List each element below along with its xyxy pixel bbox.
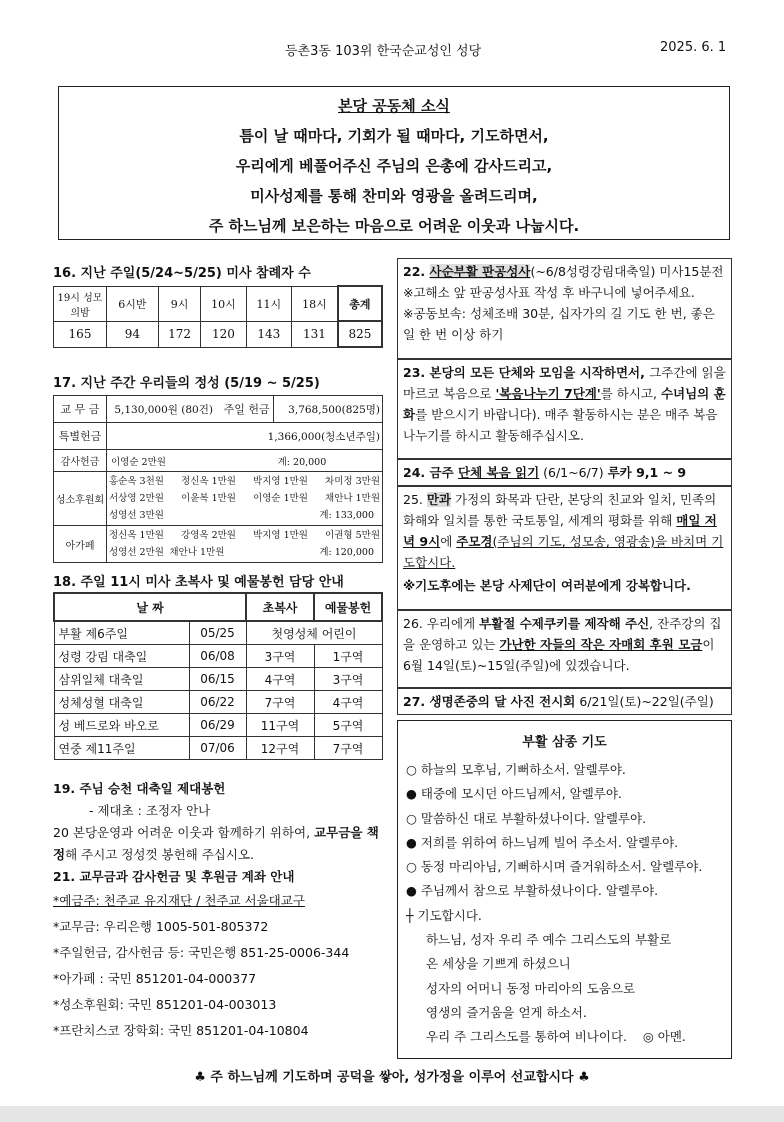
schedule-name: 성령 강림 대축일 [54,645,189,668]
attendance-value: 172 [158,321,200,347]
offering-value: 3,768,500(825명) [274,396,383,423]
account-line: *아가페 : 국민 851201-04-000377 [53,971,257,986]
schedule-date: 07/06 [189,737,246,760]
sponsor-entry: 차미정 3만원 [325,476,380,487]
schedule-table [53,592,383,760]
prayer-body-line: 영생의 즐거움을 얻게 하소서. [426,1004,587,1020]
attendance-value: 143 [246,321,291,347]
account-line: *주일헌금, 감사헌금 등: 국민은행 851-25-0006-344 [53,945,350,960]
schedule-date: 06/15 [189,668,246,691]
community-news-box [58,86,730,240]
prayer-line: ○ 하늘의 모후님, 기뻐하소서. 알렐루야. [406,762,626,777]
sponsor-entry: 홍순옥 3천원 [109,476,164,487]
offering-label: 아가페 [54,526,107,563]
community-news-title: 본당 공동체 소식 [338,97,450,115]
sponsor-entry: 박지영 1만원 [253,476,308,487]
agape-entry: 박지영 1만원 [253,530,308,541]
sponsor-entry: 서상영 2만원 [109,493,164,504]
account-line: *교무금: 우리은행 1005-501-805372 [53,919,269,934]
offering-label: 특별헌금 [54,423,107,450]
offering-label: 교 무 금 [54,396,107,423]
agape-entry: 채안나 1만원 [169,547,225,558]
prayer-line: ● 저희를 위하여 하느님께 빌어 주소서. 알렐루야. [406,834,679,850]
schedule-merged: 첫영성체 어린이 [246,621,382,645]
parish-name: 등촌3동 103위 한국순교성인 성당 [285,44,482,59]
offering-label: 주일 헌금 [220,396,273,423]
account-line: *예금주: 천주교 유지재단 / 천주교 서울대교구 [53,893,305,908]
schedule-date: 05/25 [189,621,246,645]
offering-value: 5,130,000원 (80건) [107,396,221,423]
attendance-total: 825 [338,321,382,347]
prayer-line: ○ 동정 마리아님, 기뻐하시며 즐거워하소서. 알렐루야. [406,859,703,875]
schedule-name: 성체성혈 대축일 [54,691,189,714]
prayer-box [397,720,732,1059]
bulletin-date: 2025. 6. 1 [660,40,727,55]
attendance-value: 94 [107,321,159,347]
community-line: 우리에게 베풀어주신 주님의 은총에 감사드리고, [235,157,553,175]
agape-entry: 정신옥 1만원 [109,530,164,541]
attendance-header: 19시 성모의밤 [54,286,107,321]
attendance-header: 9시 [158,286,200,321]
schedule-offering: 4구역 [314,691,382,714]
agape-entry: 성영선 2만원 [109,547,164,558]
schedule-altar: 7구역 [246,691,314,714]
schedule-name: 성 베드로와 바오로 [54,714,189,737]
prayer-title: 부활 삼종 기도 [522,735,607,750]
schedule-offering: 7구역 [314,737,382,760]
agape-total: 계: 120,000 [319,547,374,558]
schedule-altar: 4구역 [246,668,314,691]
schedule-date: 06/29 [189,714,246,737]
schedule-altar: 3구역 [246,645,314,668]
schedule-offering: 1구역 [314,645,382,668]
attendance-header: 6시반 [107,286,159,321]
offering-table [53,395,383,563]
prayer-line: ● 태중에 모시던 아드님께서, 알렐루야. [406,786,622,802]
offering-value: 1,366,000(청소년주일) [107,423,383,450]
sponsor-entry: 정신옥 1만원 [181,476,236,487]
schedule-header: 날 짜 [54,593,246,621]
attendance-header: 10시 [201,286,246,321]
prayer-body-line: 하느님, 성자 우리 주 예수 그리스도의 부활로 [426,932,672,948]
sponsor-list [107,472,383,526]
schedule-name: 삼위일체 대축일 [54,668,189,691]
schedule-date: 06/22 [189,691,246,714]
left-notices [53,778,388,1044]
sponsor-total: 계: 133,000 [319,510,374,521]
accounts-title: 21. 교무금과 감사헌금 및 후원금 계좌 안내 [53,869,295,884]
sponsor-entry: 이윤복 1만원 [181,493,236,504]
agape-entry: 강영옥 2만원 [181,530,236,541]
prayer-line: ○ 말씀하신 대로 부활하셨나이다. 알렐루야. [406,810,647,826]
prayer-body-line: 온 세상을 기쁘게 하셨으니 [426,956,571,972]
schedule-altar: 12구역 [246,737,314,760]
schedule-header: 초복사 [246,593,314,621]
prayer-body-line: 성자의 어머니 동정 마리아의 도움으로 [426,980,636,996]
notice-23: 23. 본당의 모든 단체와 모임을 시작하면서, 그주간에 읽을 마르코 복음으로 '복음나누기 7단계'를 하시고, 수녀님의 훈화를 받으시기 바랍니다). 매주 활동하시는 분은 매주 복음나누기를 하시고 활동해주십시오. [397,359,732,459]
attendance-value: 165 [54,321,107,347]
schedule-offering: 3구역 [314,668,382,691]
schedule-offering: 5구역 [314,714,382,737]
notice-24: 24. 금주 단체 복음 읽기 (6/1~6/7) 루카 9,1 ~ 9 [397,459,732,486]
sponsor-entry: 성영선 3만원 [109,510,164,521]
schedule-date: 06/08 [189,645,246,668]
account-line: *성소후원회: 국민 851201-04-003013 [53,997,277,1012]
attendance-value: 131 [292,321,338,347]
schedule-name: 연중 제11주일 [54,737,189,760]
prayer-line: ● 주님께서 참으로 부활하셨나이다. 알렐루야. [406,883,659,899]
prayer-line: ┼ 기도합시다. [406,907,482,923]
attendance-header: 총계 [338,286,382,321]
footer-slogan: ♣ 주 하느님께 기도하며 공덕을 쌓아, 성가정을 이루어 선교합시다 ♣ [194,1070,590,1085]
thanks-total: 계: 20,000 [274,450,383,472]
notice-27: 27. 생명존중의 달 사진 전시회 6/21일(토)~22일(주일) [397,688,732,715]
attendance-value: 120 [201,321,246,347]
offering-label: 성소후원회 [54,472,107,526]
agape-entry: 이권형 5만원 [325,530,380,541]
schedule-header: 예물봉헌 [314,593,382,621]
agape-list [107,526,383,563]
altar-offering-line: - 제대초 : 조정자 안나 [89,803,211,818]
offering-title: 17. 지난 주간 우리들의 정성 (5/19 ~ 5/25) [53,376,320,391]
notice-26: 26. 우리에게 부활절 수제쿠키를 제작해 주신, 잔주강의 집을 운영하고 있는 가난한 자들의 작은 자매회 후원 모금이 6월 14일(토)~15일(주일)에 있겠습니다. [397,610,732,688]
notice-25: 25. 만과 가정의 화목과 단란, 본당의 친교와 일치, 민족의 화해와 일치를 통한 국토통일, 세계의 평화를 위해 매일 저녁 9시에 주모경(주님의 기도, 성모송, 영광송)을 바치며 기도합시다. ※기도후에는 본당 사제단이 여러분에게 강복합니다. [397,486,732,610]
attendance-table [53,285,383,348]
sponsor-entry: 이영순 1만원 [253,493,308,504]
schedule-name: 부활 제6주일 [54,621,189,645]
schedule-title: 18. 주일 11시 미사 초복사 및 예물봉헌 담당 안내 [53,575,344,590]
schedule-altar: 11구역 [246,714,314,737]
community-line: 주 하느님께 보은하는 마음으로 어려운 이웃과 나눕시다. [208,217,580,235]
attendance-title: 16. 지난 주일(5/24~5/25) 미사 참례자 수 [53,266,311,281]
community-line: 미사성제를 통해 찬미와 영광을 올려드리며, [250,187,538,205]
notice-22: 22. 사순부활 판공성사(~6/8성령강림대축일) 미사15분전 ※고해소 앞 판공성사표 작성 후 바구니에 넣어주세요. ※공동보속: 성체조배 30분, 십자가의 길 기도 한 번, 좋은 일 한 번 이상 하기 [397,258,732,359]
attendance-header: 11시 [246,286,291,321]
sponsor-entry: 채안나 1만원 [325,493,380,504]
altar-offering-title: 19. 주님 승천 대축일 제대봉헌 [53,781,226,796]
offering-label: 감사헌금 [54,450,107,472]
tithe-notice: 20 본당운영과 어려운 이웃과 함께하기 위하여, 교무금을 책정해 주시고 정성껏 봉헌해 주십시오. [53,825,379,862]
thanks-names: 이영순 2만원 [107,450,274,472]
community-line: 틈이 날 때마다, 기회가 될 때마다, 기도하면서, [239,127,549,145]
page-bottom-bar [0,1106,784,1122]
prayer-body-line: 우리 주 그리스도를 통하여 비나이다. ◎ 아멘. [426,1029,686,1045]
attendance-header: 18시 [292,286,338,321]
account-line: *프란치스코 장학회: 국민 851201-04-10804 [53,1023,309,1038]
